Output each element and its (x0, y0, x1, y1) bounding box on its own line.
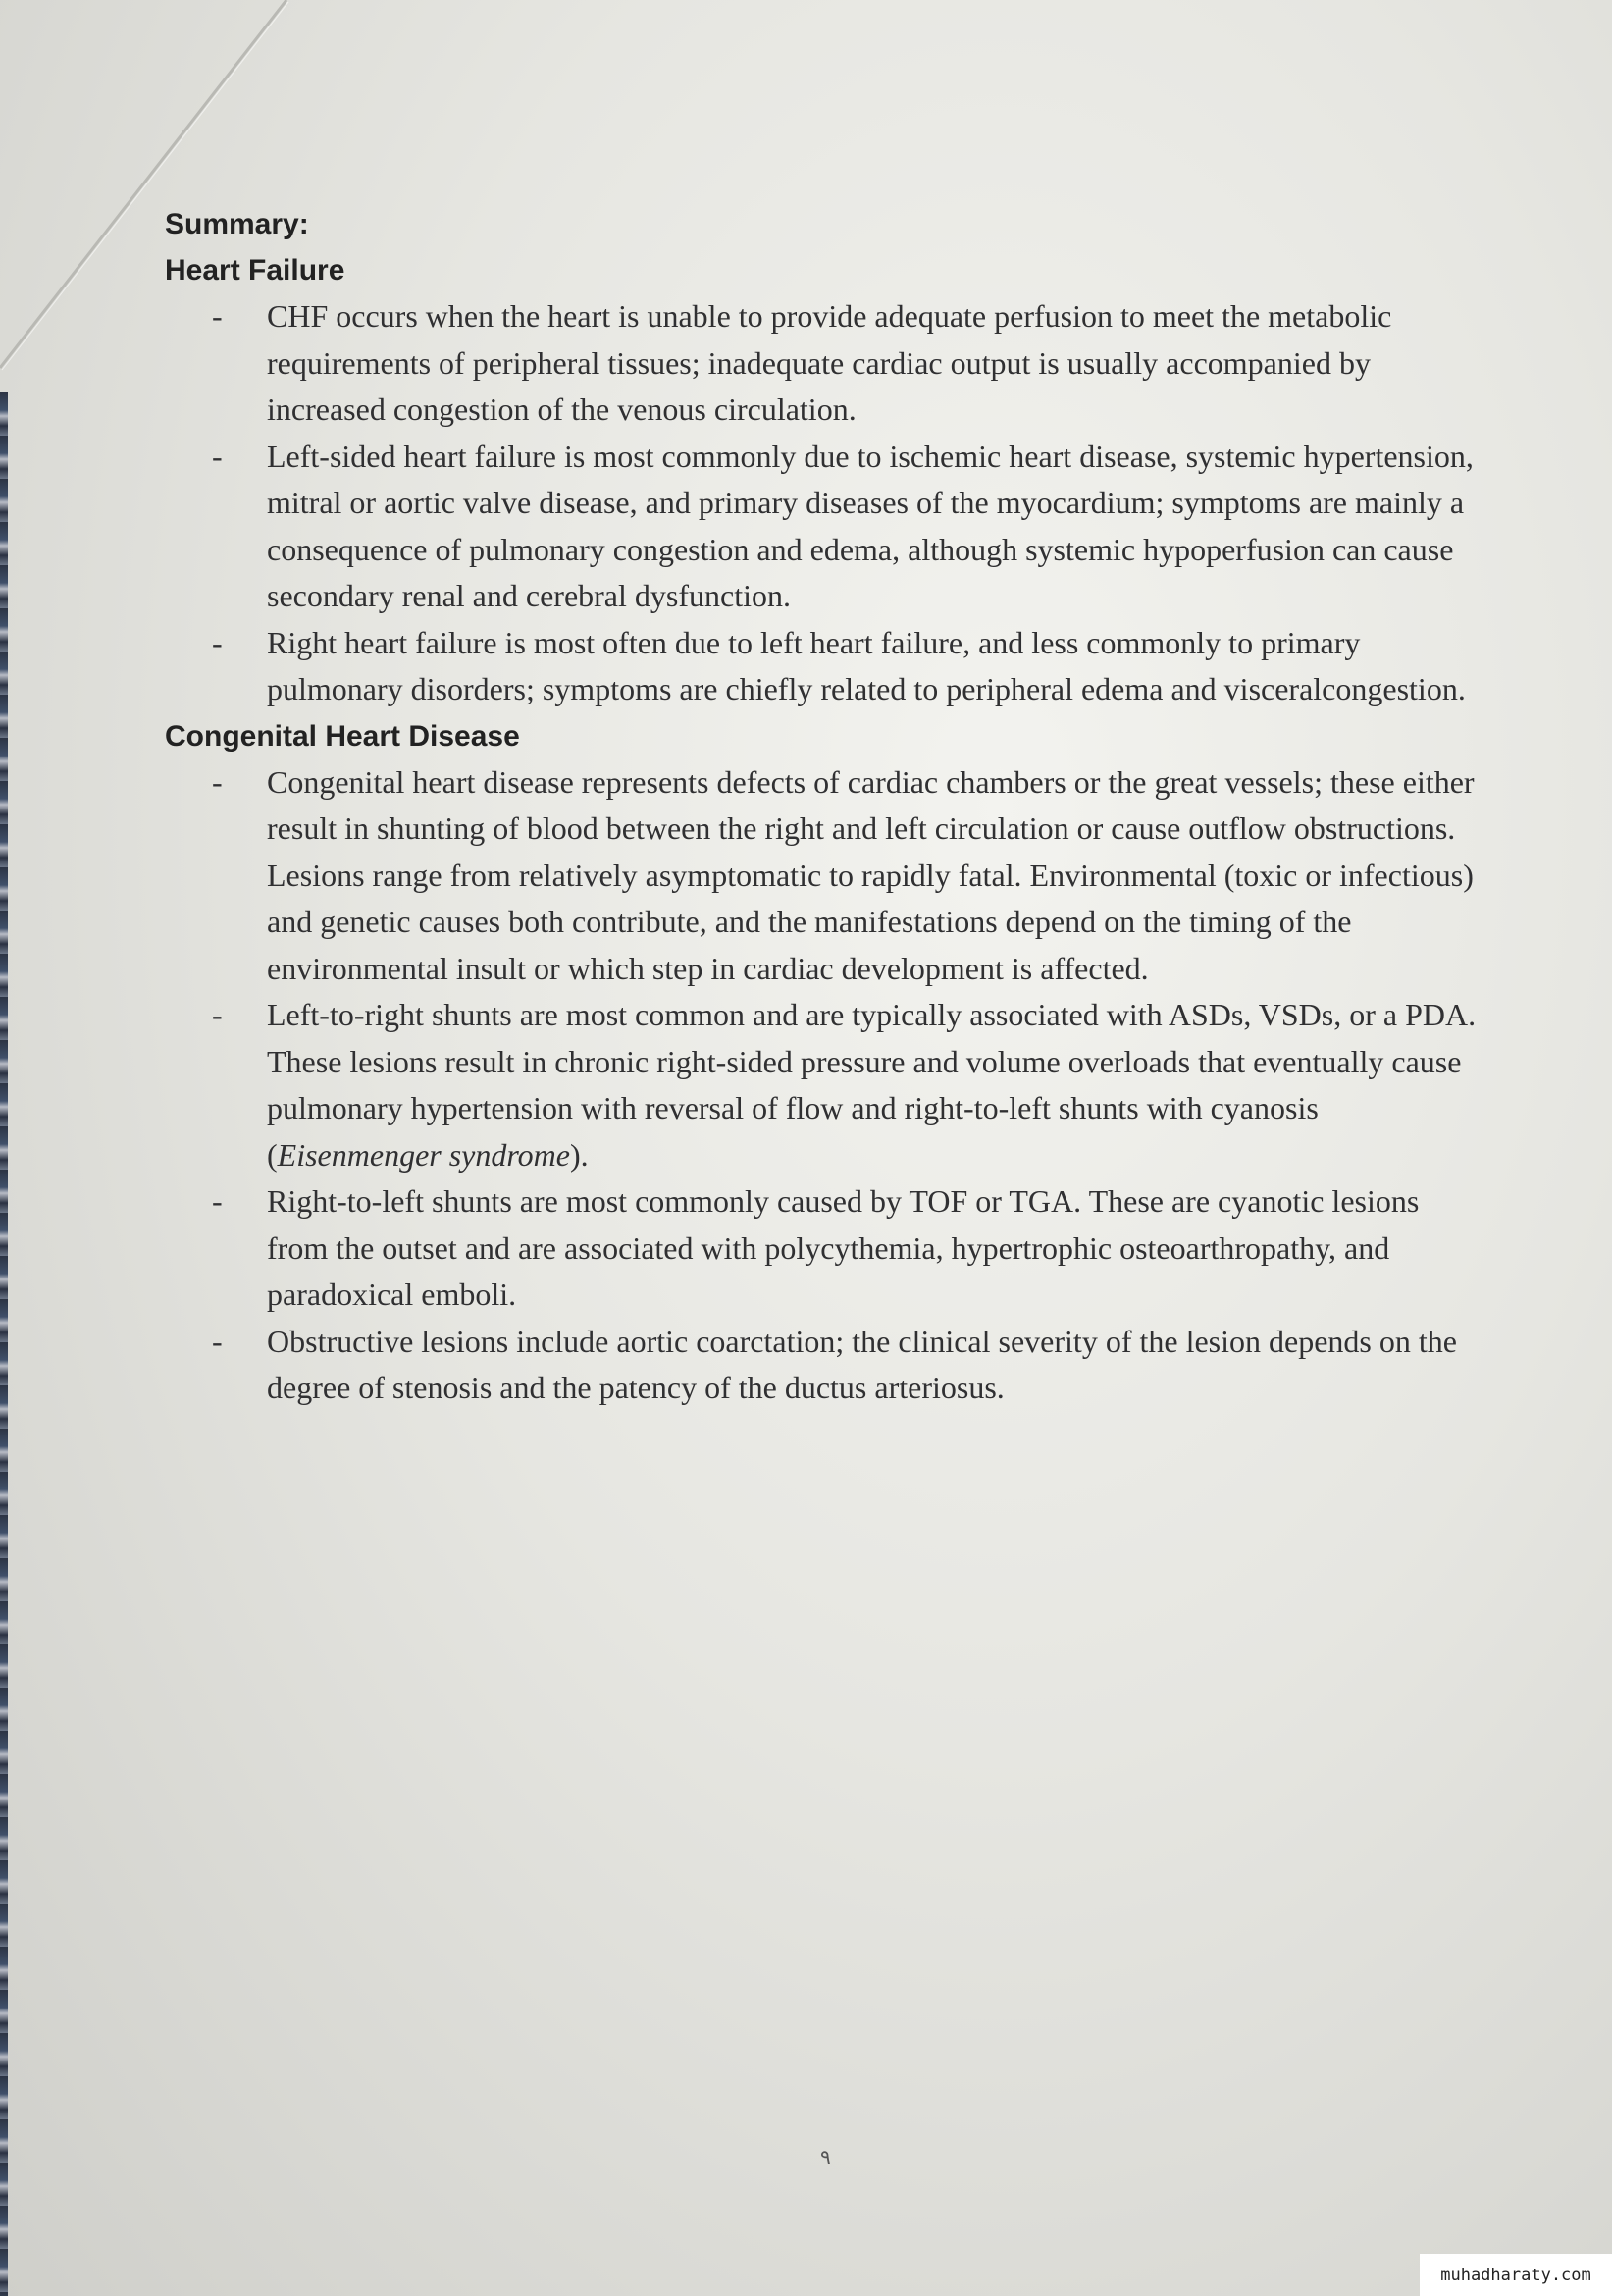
heart-failure-list (165, 293, 1480, 713)
document-content (165, 201, 1480, 1412)
list-item: - Right-to-left shunts are most commonly caused by TOF or TGA. These are cyanotic lesions from the outset and are associated with polycythemia, hypertrophic osteoarthropathy, and paradoxical emboli. (212, 1183, 1420, 1312)
eisenmenger-term: Eisenmenger syndrome (277, 1136, 570, 1173)
list-item: - CHF occurs when the heart is unable to provide adequate perfusion to meet the metabolic requirements of peripheral tissues; inadequate cardiac output is usually accompanied by increased congestion of the venous circulation. (212, 298, 1392, 427)
congenital-heart-disease-list (165, 759, 1480, 1412)
list-item: - Obstructive lesions include aortic coarctation; the clinical severity of the lesion depends on the degree of stenosis and the patency of the ductus arteriosus. (212, 1323, 1457, 1405)
watermark-link[interactable]: muhadharaty.com (1420, 2254, 1612, 2296)
summary-heading: Summary: (165, 208, 309, 240)
list-item: - Left-to-right shunts are most common and are typically associated with ASDs, VSDs, or a PDA. These lesions result in chronic right-sided pressure and volume overloads that eventually cause pulmonary hypertension with reversal of flow and right-to-left shunts with cyanosis (Eisenmenger syndrome). (212, 997, 1477, 1173)
list-item: - Right heart failure is most often due to left heart failure, and less commonly to primary pulmonary disorders; symptoms are chiefly related to peripheral edema and visceralcongestion. (212, 624, 1466, 706)
section-title-heart-failure: Heart Failure (165, 254, 345, 287)
section-title-congenital-heart-disease: Congenital Heart Disease (165, 719, 520, 753)
list-item: - Congenital heart disease represents defects of cardiac chambers or the great vessels; these either result in shunting of blood between the right and left circulation or cause outflow obstructions. Lesions range from relatively asymptomatic to rapidly fatal. Environmental (toxic or infectious) and genetic causes both contribute, and the manifestations depend on the timing of the environmental insult or which step in cardiac development is affected. (212, 763, 1475, 986)
list-item: - Left-sided heart failure is most commonly due to ischemic heart disease, systemic hypertension, mitral or aortic valve disease, and primary diseases of the myocardium; symptoms are mainly a consequence of pulmonary congestion and edema, although systemic hypoperfusion can cause secondary renal and cerebral dysfunction. (212, 438, 1474, 613)
page-number: ٩ (820, 2145, 831, 2168)
